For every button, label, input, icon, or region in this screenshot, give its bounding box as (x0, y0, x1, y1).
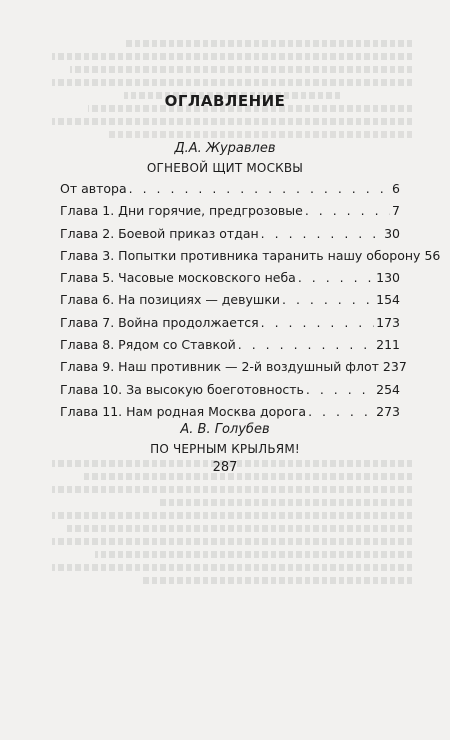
toc-entry-title: Глава 6. На позициях — девушки (60, 292, 281, 308)
toc-leader-dots (238, 337, 374, 352)
toc-entry (60, 292, 400, 314)
toc-leader-dots (305, 203, 390, 218)
toc-entry (60, 382, 400, 404)
toc-entry-page: 56 (424, 247, 441, 263)
toc-leader-dots (261, 226, 382, 241)
toc-entry-title: Глава 7. Война продолжается (60, 314, 259, 330)
toc-entry-page: 6 (392, 181, 400, 196)
toc-entry (60, 359, 407, 381)
toc-entry-title: Глава 8. Рядом со Ставкой (60, 337, 236, 353)
toc-entry-page: 237 (382, 359, 407, 375)
toc-entry-page: 173 (376, 314, 400, 330)
toc-entry-title: Глава 5. Часовые московского неба (60, 270, 296, 286)
part1-author: Д.А. Журавлев (174, 141, 276, 156)
toc-entry-title: Глава 1. Дни горячие, предгрозовые (60, 203, 303, 219)
toc-leader-dots (282, 292, 374, 307)
toc-leader-dots (308, 404, 374, 419)
toc-entry-page: 130 (376, 270, 400, 286)
toc-entry-page: 154 (376, 292, 400, 308)
toc-leader-dots (306, 382, 374, 397)
toc-entry (60, 203, 400, 225)
part2-page: 287 (212, 460, 238, 475)
bleed-through-text-lower (52, 460, 412, 590)
part2-title: ПО ЧЕРНЫМ КРЫЛЬЯМ! (150, 442, 300, 456)
toc-entry (60, 270, 400, 292)
toc-entry-page: 30 (384, 225, 400, 241)
toc-entry-page: 254 (376, 381, 400, 397)
toc-entry-page: 7 (392, 203, 400, 219)
toc-entry-title: От автора (60, 181, 127, 196)
toc-leader-dots (298, 270, 374, 285)
toc-entry-title: Глава 10. За высокую боеготовность (60, 381, 304, 397)
toc-entry (60, 337, 400, 359)
toc-entry-page: 273 (376, 403, 400, 419)
toc-entry-title: Глава 3. Попытки противника таранить нашу оборону (60, 247, 421, 263)
part1-title: ОГНЕВОЙ ЩИТ МОСКВЫ (146, 161, 304, 175)
toc-leader-dots (129, 181, 390, 196)
table-of-contents (60, 181, 441, 426)
toc-entry (60, 181, 400, 203)
toc-entry (60, 315, 400, 337)
toc-entry (60, 247, 441, 270)
toc-entry-title: Глава 11. Нам родная Москва дорога (60, 403, 307, 419)
part2-author: А. В. Голубев (180, 422, 270, 437)
toc-leader-dots (261, 315, 374, 330)
toc-entry-title: Глава 9. Наш противник — 2-й воздушный флот (60, 359, 379, 375)
section-heading: ОГЛАВЛЕНИЕ (164, 92, 286, 110)
toc-entry-title: Глава 2. Боевой приказ отдан (60, 225, 259, 241)
toc-entry-page: 211 (376, 337, 400, 353)
toc-entry (60, 226, 400, 248)
